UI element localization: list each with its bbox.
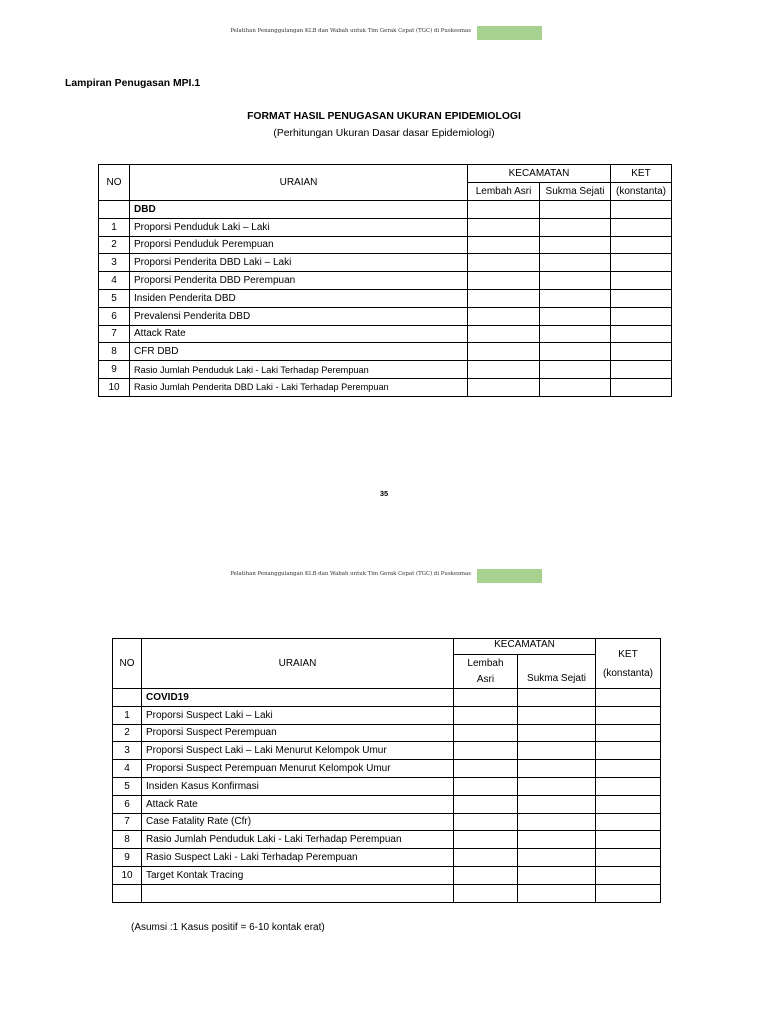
row-no: 3: [113, 742, 142, 760]
row-uraian: Proporsi Suspect Laki – Laki Menurut Kelompok Umur: [142, 742, 454, 760]
col-lembah-asri-header: Lembah Asri: [468, 183, 540, 201]
table-row: [113, 724, 661, 742]
table-row: [113, 706, 661, 724]
table-row: [99, 254, 672, 272]
row-uraian: CFR DBD: [130, 343, 468, 361]
row-uraian: Rasio Jumlah Penduduk Laki - Laki Terhadap Perempuan: [142, 831, 454, 849]
col-kecamatan-header: KECAMATAN: [468, 165, 611, 183]
row-no: 3: [99, 254, 130, 272]
row-uraian: Case Fatality Rate (Cfr): [142, 813, 454, 831]
table-row: [99, 378, 672, 396]
header-accent-bar: [477, 569, 542, 583]
row-uraian: Proporsi Penduduk Perempuan: [130, 236, 468, 254]
row-no: 8: [113, 831, 142, 849]
document-subtitle: (Perhitungan Ukuran Dasar dasar Epidemiologi): [273, 128, 495, 139]
table-row: [113, 777, 661, 795]
table-row: [113, 760, 661, 778]
row-no: 5: [99, 289, 130, 307]
row-no: 9: [99, 361, 130, 379]
col-sukma-sejati-header: Sukma Sejati: [518, 655, 596, 689]
row-no: 2: [113, 724, 142, 742]
row-uraian: Rasio Jumlah Penduduk Laki - Laki Terhadap Perempuan: [130, 361, 468, 379]
dbd-table: [98, 164, 672, 397]
col-sukma-sejati-header: Sukma Sejati: [540, 183, 611, 201]
col-lembah-label: Lembah: [467, 657, 504, 669]
header-accent-bar: [477, 26, 542, 40]
row-no: 6: [99, 307, 130, 325]
row-uraian: Attack Rate: [130, 325, 468, 343]
row-no: 4: [99, 272, 130, 290]
row-no: 8: [99, 343, 130, 361]
col-lembah-asri-header: [454, 655, 518, 689]
page-number: 35: [379, 489, 389, 498]
row-no: 1: [113, 706, 142, 724]
row-uraian: Proporsi Penderita DBD Laki – Laki: [130, 254, 468, 272]
table-row: [99, 307, 672, 325]
row-no: 4: [113, 760, 142, 778]
row-uraian: Insiden Penderita DBD: [130, 289, 468, 307]
col-ket-sub: (konstanta): [602, 667, 654, 679]
row-uraian: Proporsi Penderita DBD Perempuan: [130, 272, 468, 290]
col-no-header: NO: [113, 639, 142, 689]
col-no-header: NO: [99, 165, 130, 201]
covid19-table: [112, 638, 661, 903]
section-label: DBD: [130, 201, 468, 219]
col-ket-sub-header: (konstanta): [611, 183, 672, 201]
row-no: 7: [99, 325, 130, 343]
row-uraian: Insiden Kasus Konfirmasi: [142, 777, 454, 795]
row-no: 1: [99, 218, 130, 236]
col-ket-label: KET: [618, 648, 638, 660]
row-no: 10: [113, 866, 142, 884]
running-header-2: [0, 569, 768, 583]
table-row: [99, 325, 672, 343]
table-row: [99, 289, 672, 307]
row-uraian: Rasio Jumlah Penderita DBD Laki - Laki Terhadap Perempuan: [130, 378, 468, 396]
running-header-text: Pelatihan Penanggulangan KLB dan Wabah untuk Tim Gerak Cepat (TGC) di Puskesmas: [230, 28, 471, 34]
table-row: [99, 272, 672, 290]
row-uraian: Proporsi Suspect Perempuan Menurut Kelompok Umur: [142, 760, 454, 778]
table-row: [113, 813, 661, 831]
lampiran-label: Lampiran Penugasan MPI.1: [65, 78, 201, 89]
row-uraian: Attack Rate: [142, 795, 454, 813]
table-row: [99, 218, 672, 236]
table-row: [113, 849, 661, 867]
row-no: 9: [113, 849, 142, 867]
document-title: FORMAT HASIL PENUGASAN UKURAN EPIDEMIOLOGI: [247, 111, 521, 122]
row-no: 6: [113, 795, 142, 813]
running-header-1: [0, 26, 768, 40]
row-no: 7: [113, 813, 142, 831]
col-uraian-header: URAIAN: [142, 639, 454, 689]
col-ket-header: KET: [611, 165, 672, 183]
row-no: 2: [99, 236, 130, 254]
assumption-note: (Asumsi :1 Kasus positif = 6-10 kontak erat): [131, 922, 325, 933]
row-no: 5: [113, 777, 142, 795]
table-row: [113, 742, 661, 760]
table-row: [99, 343, 672, 361]
table-row: [113, 866, 661, 884]
row-uraian: Proporsi Suspect Laki – Laki: [142, 706, 454, 724]
row-uraian: Prevalensi Penderita DBD: [130, 307, 468, 325]
table-row: [113, 795, 661, 813]
col-ket-header: [596, 639, 661, 689]
row-no: 10: [99, 378, 130, 396]
section-label: COVID19: [142, 689, 454, 707]
col-asri-label: Asri: [476, 673, 495, 685]
row-uraian: Rasio Suspect Laki - Laki Terhadap Perempuan: [142, 849, 454, 867]
col-uraian-header: URAIAN: [130, 165, 468, 201]
table-row: [99, 236, 672, 254]
running-header-text: Pelatihan Penanggulangan KLB dan Wabah untuk Tim Gerak Cepat (TGC) di Puskesmas: [230, 571, 471, 577]
col-kecamatan-header: KECAMATAN: [454, 639, 596, 655]
row-uraian: Proporsi Penduduk Laki – Laki: [130, 218, 468, 236]
table-row: [99, 361, 672, 379]
table-row: [113, 831, 661, 849]
row-uraian: Proporsi Suspect Perempuan: [142, 724, 454, 742]
empty-row: [113, 884, 661, 902]
row-uraian: Target Kontak Tracing: [142, 866, 454, 884]
